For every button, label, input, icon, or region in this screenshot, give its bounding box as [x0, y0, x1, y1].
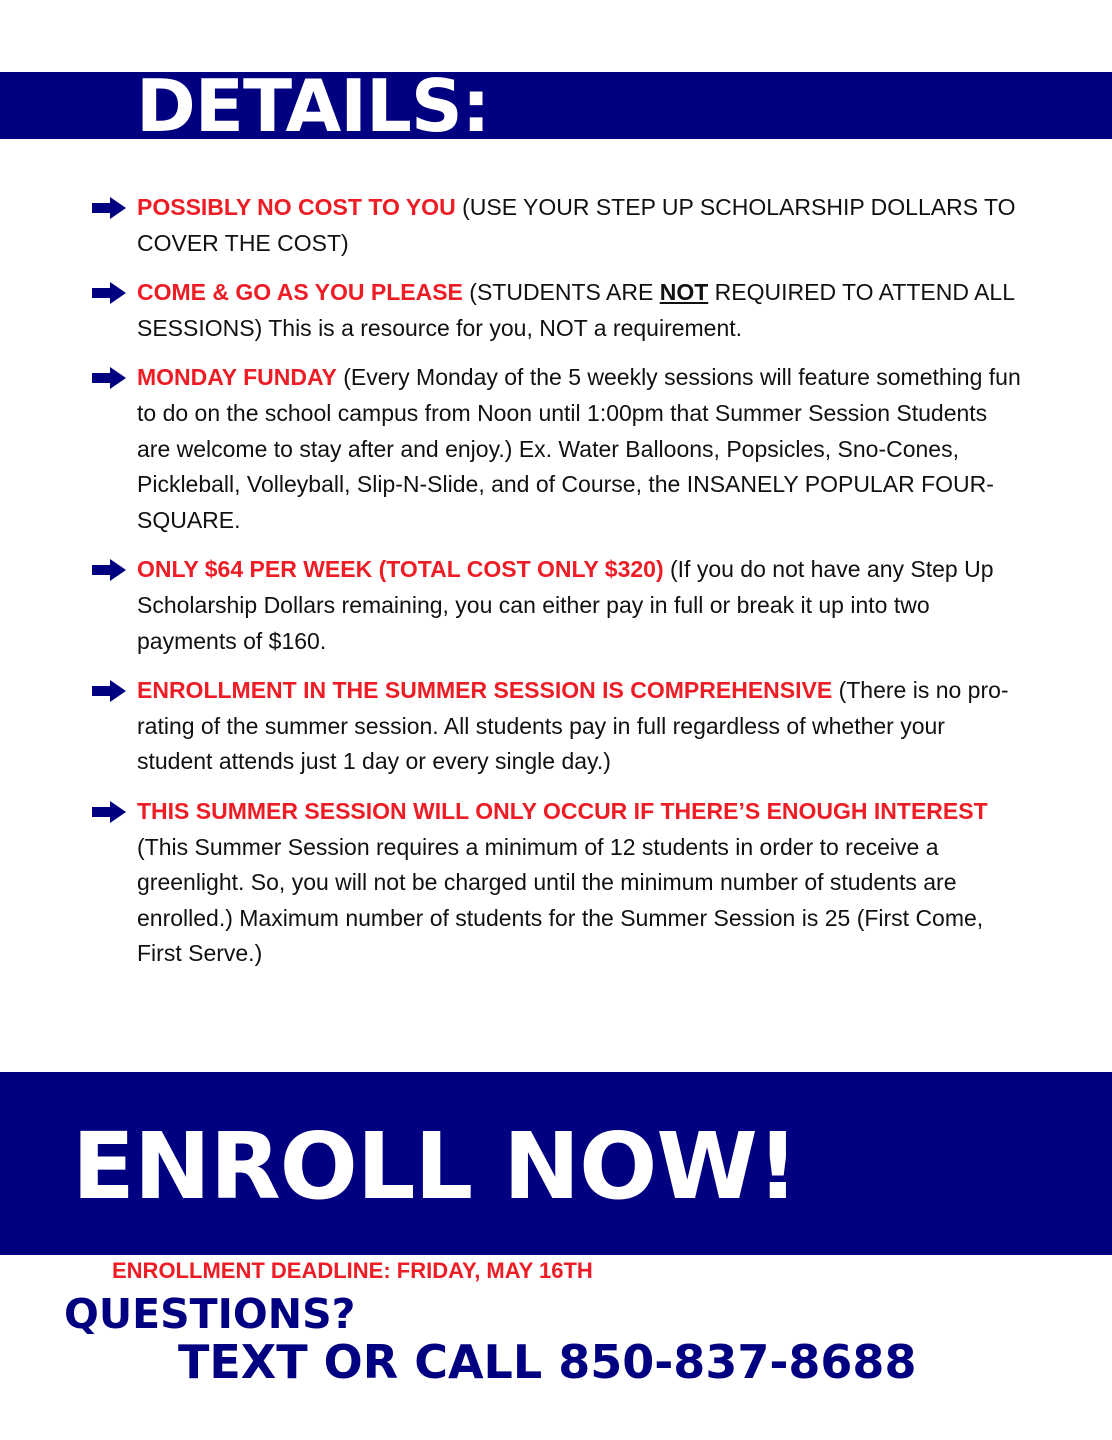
- enroll-banner: [0, 1072, 1112, 1255]
- details-header-banner: [0, 72, 1112, 139]
- detail-highlight: MONDAY FUNDAY: [137, 364, 337, 391]
- arrow-right-icon: [92, 197, 126, 219]
- detail-text: (USE YOUR STEP UP SCHOLARSHIP DOLLARS TO COVER THE COST): [137, 194, 1016, 256]
- detail-item-enrollment: [92, 673, 1022, 780]
- detail-item-minimum-interest: [92, 794, 1022, 972]
- arrow-right-icon: [92, 367, 126, 389]
- enroll-title: ENROLL NOW!: [72, 1113, 798, 1220]
- detail-highlight: ONLY $64 PER WEEK (TOTAL COST ONLY $320): [137, 556, 664, 583]
- detail-item-come-go: [92, 275, 1022, 346]
- detail-item-monday-funday: [92, 360, 1022, 538]
- detail-item-cost: [92, 190, 1022, 261]
- detail-highlight: POSSIBLY NO COST TO YOU: [137, 194, 456, 220]
- detail-text: (There is no pro-rating of the summer session. All students pay in full regardless of whether your student attends just 1 day or every single day.): [137, 677, 1009, 775]
- arrow-right-icon: [92, 801, 126, 823]
- contact-phone: TEXT OR CALL 850-837-8688: [178, 1335, 917, 1389]
- detail-highlight: COME & GO AS YOU PLEASE: [137, 279, 463, 306]
- detail-text: (This Summer Session requires a minimum of 12 students in order to receive a greenlight. So, you will not be charged until the minimum number of students are enrolled.) Maximum number of students for the Summer Session is 25 (First Come, First Serve.): [137, 833, 984, 967]
- details-title: DETAILS:: [136, 72, 490, 139]
- arrow-right-icon: [92, 282, 126, 304]
- questions-heading: QUESTIONS?: [64, 1290, 356, 1338]
- detail-emphasis: NOT: [659, 279, 709, 306]
- detail-text: (Every Monday of the 5 weekly sessions will feature something fun to do on the school campus from Noon until 1:00pm that Summer Session Students are welcome to stay after and enjoy.) Ex. Water Balloons, Popsicles, Sno-Cones, Pickleball, Volleyball, Slip-N-Slide, and of Course, the INSANELY POPULAR FOUR-SQUARE.: [137, 364, 1021, 533]
- detail-text: REQUIRED TO ATTEND ALL SESSIONS) This is a resource for you, NOT a requirement.: [137, 279, 1015, 341]
- detail-highlight: ENROLLMENT IN THE SUMMER SESSION IS COMPREHENSIVE: [137, 677, 833, 704]
- detail-item-price: [92, 552, 1022, 659]
- arrow-right-icon: [92, 559, 126, 581]
- detail-text-before: (STUDENTS ARE: [462, 279, 660, 306]
- detail-text: (If you do not have any Step Up Scholarship Dollars remaining, you can either pay in full or break it up into two payments of $160.: [137, 556, 994, 654]
- enrollment-deadline: ENROLLMENT DEADLINE: FRIDAY, MAY 16TH: [112, 1258, 593, 1283]
- details-list: [92, 190, 1022, 986]
- arrow-right-icon: [92, 680, 126, 702]
- detail-highlight: THIS SUMMER SESSION WILL ONLY OCCUR IF THERE’S ENOUGH INTEREST: [137, 797, 988, 824]
